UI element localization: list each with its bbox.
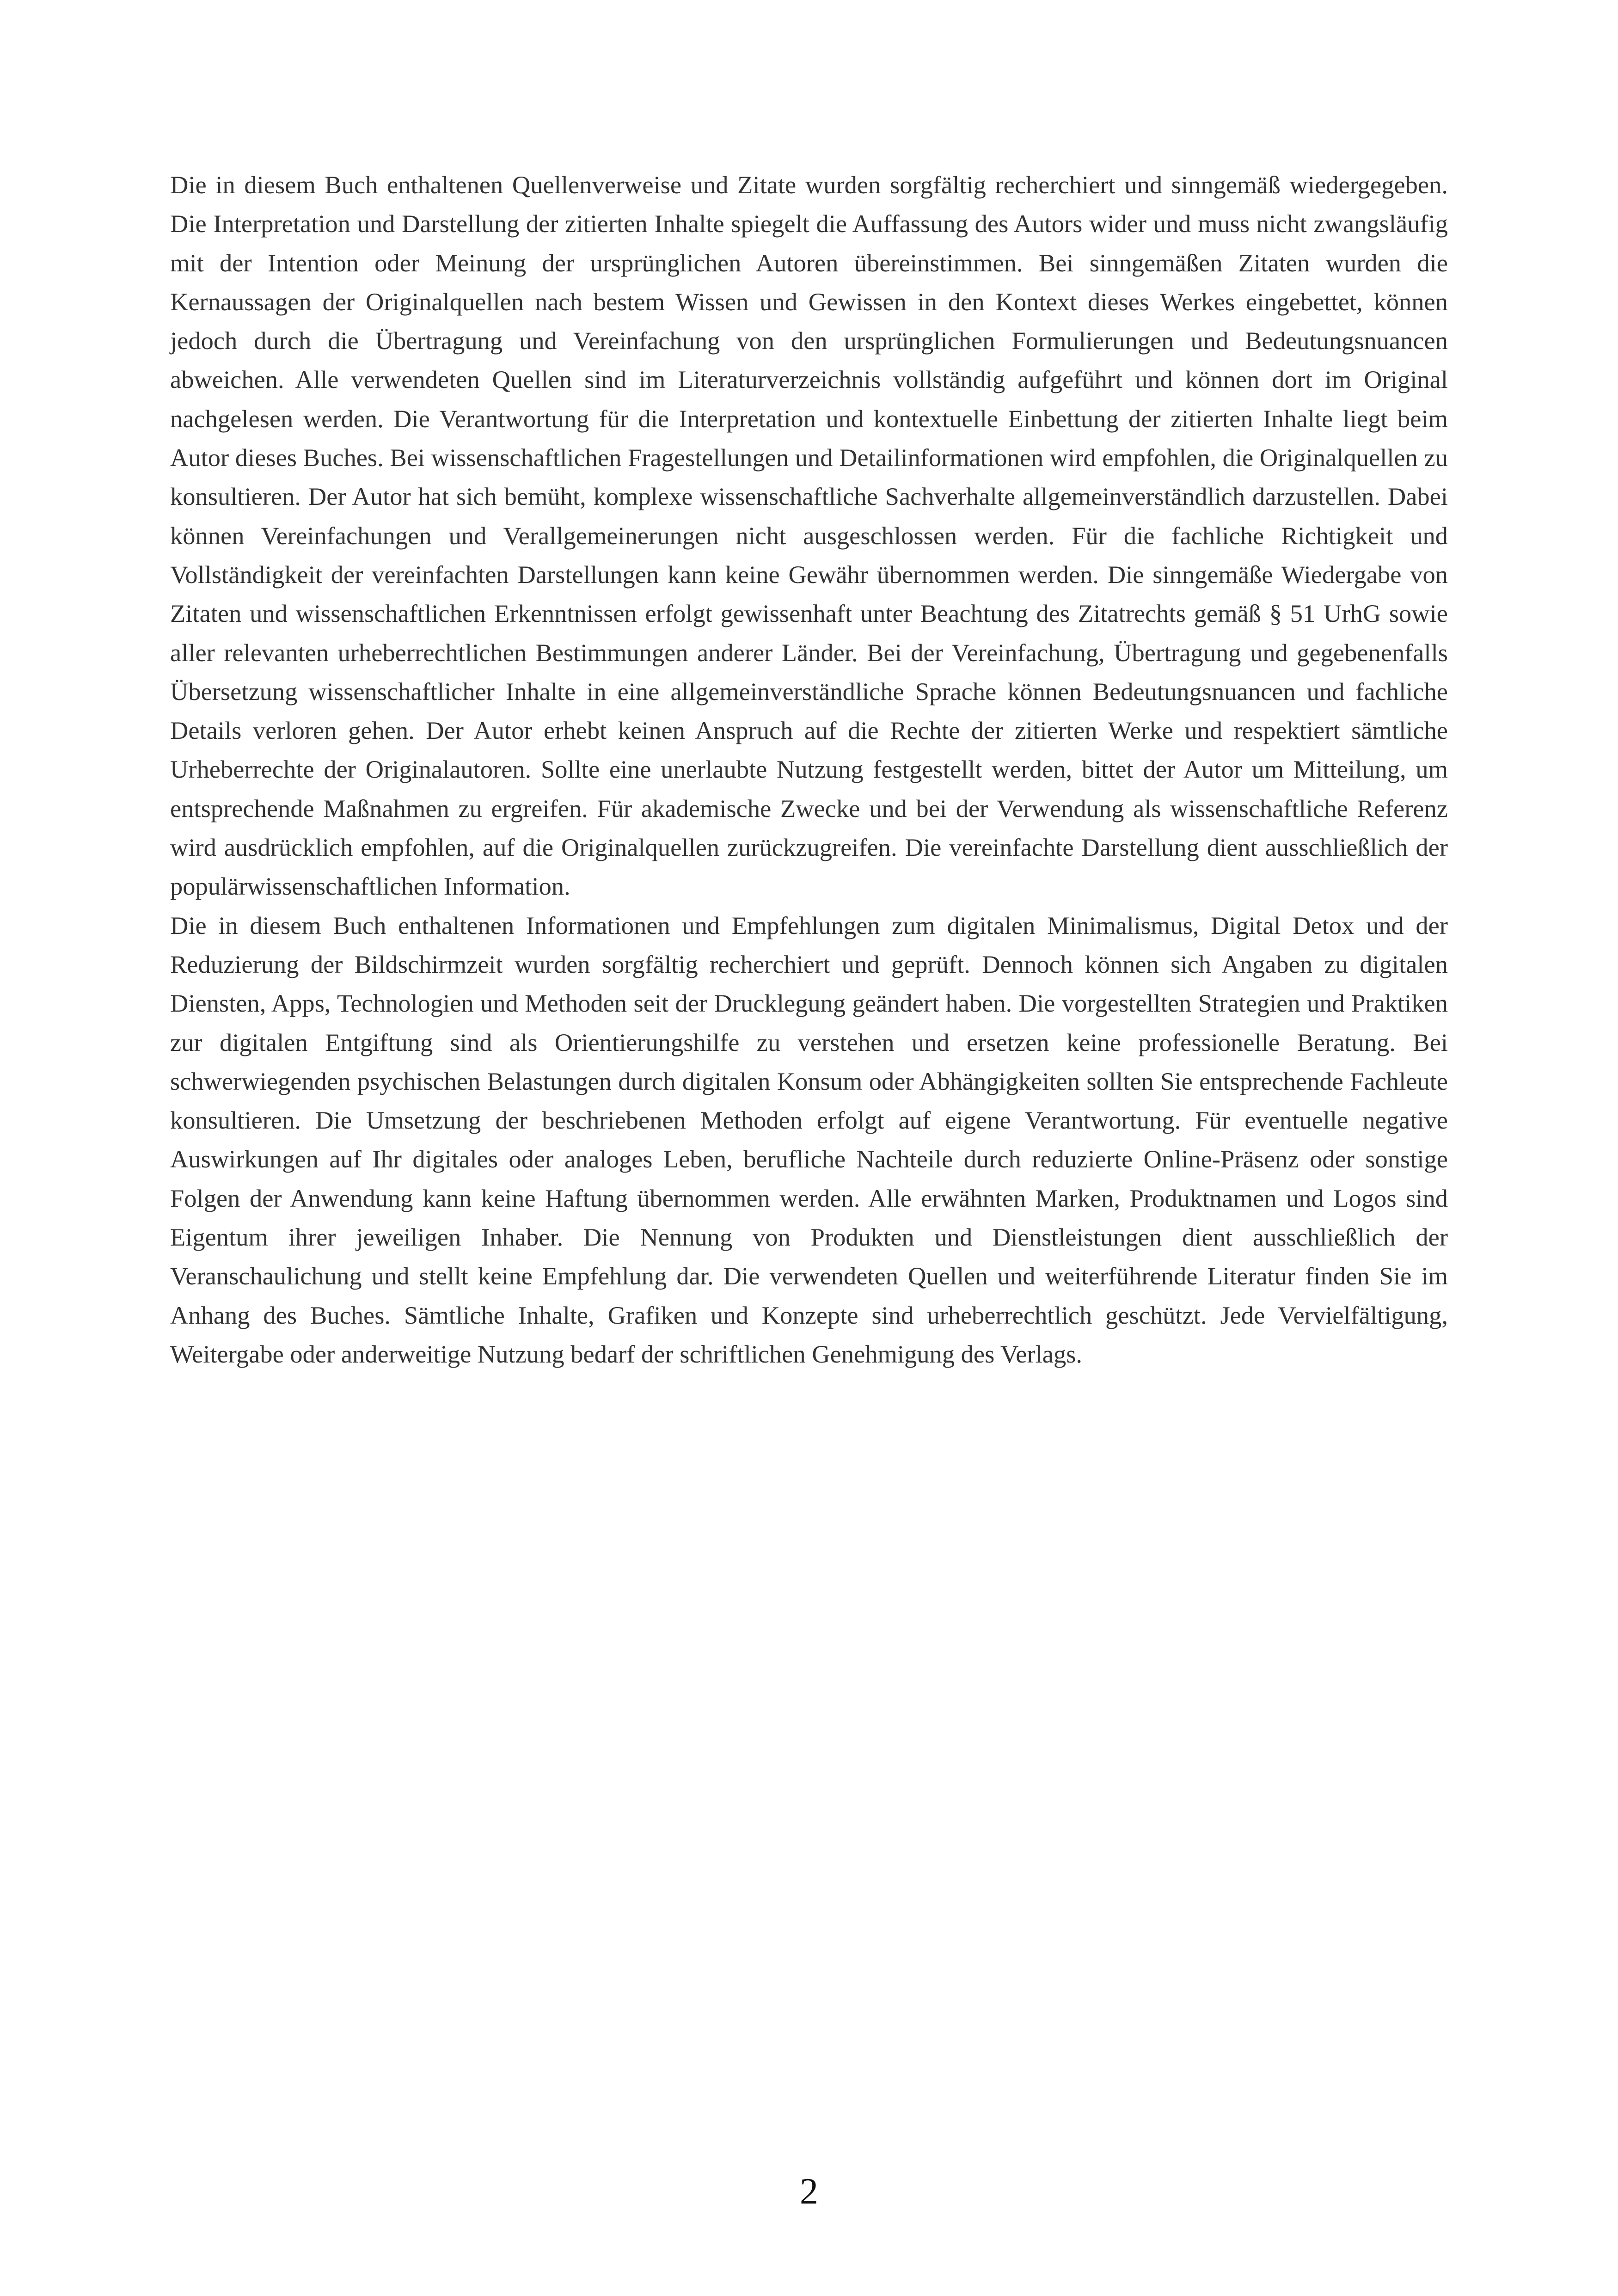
disclaimer-paragraph-citations: Die in diesem Buch enthaltenen Quellenverweise und Zitate wurden sorgfältig recherchiert und sinngemäß wiedergegeben. Die Interpretation und Darstellung der zitierten Inhalte spiegelt die Auffassung des Autors wider und muss nicht zwangsläufig mit der Intention oder Meinung der ursprünglichen Autoren übereinstimmen. Bei sinngemäßen Zitaten wurden die Kernaussagen der Originalquellen nach bestem Wissen und Gewissen in den Kontext dieses Werkes eingebettet, können jedoch durch die Übertragung und Vereinfachung von den ursprünglichen Formulierungen und Bedeutungsnuancen abweichen. Alle verwendeten Quellen sind im Literaturverzeichnis vollständig aufgeführt und können dort im Original nachgelesen werden. Die Verantwortung für die Interpretation und kontextuelle Einbettung der zitierten Inhalte liegt beim Autor dieses Buches. Bei wissenschaftlichen Fragestellungen und Detailinformationen wird empfohlen, die Originalquellen zu konsultieren. Der Autor hat sich bemüht, komplexe wissenschaftliche Sachverhalte allgemeinverständlich darzustellen. Dabei können Vereinfachungen und Verallgemeinerungen nicht ausgeschlossen werden. Für die fachliche Richtigkeit und Vollständigkeit der vereinfachten Darstellungen kann keine Gewähr übernommen werden. Die sinngemäße Wiedergabe von Zitaten und wissenschaftlichen Erkenntnissen erfolgt gewissenhaft unter Beachtung des Zitatrechts gemäß § 51 UrhG sowie aller relevanten urheberrechtlichen Bestimmungen anderer Länder. Bei der Vereinfachung, Übertragung und gegebenenfalls Übersetzung wissenschaftlicher Inhalte in eine allgemeinverständliche Sprache können Bedeutungsnuancen und fachliche Details verloren gehen. Der Autor erhebt keinen Anspruch auf die Rechte der zitierten Werke und respektiert sämtliche Urheberrechte der Originalautoren. Sollte eine unerlaubte Nutzung festgestellt werden, bittet der Autor um Mitteilung, um entsprechende Maßnahmen zu ergreifen. Für akademische Zwecke und bei der Verwendung als wissenschaftliche Referenz wird ausdrücklich empfohlen, auf die Originalquellen zurückzugreifen. Die vereinfachte Darstellung dient ausschließlich der populärwissenschaftlichen Information. <box>170 171 1448 901</box>
page-number: 2 <box>800 2171 818 2212</box>
disclaimer-text-block <box>170 166 1448 1374</box>
disclaimer-paragraph-digital-detox: Die in diesem Buch enthaltenen Informationen und Empfehlungen zum digitalen Minimalismus, Digital Detox und der Reduzierung der Bildschirmzeit wurden sorgfältig recherchiert und geprüft. Dennoch können sich Angaben zu digitalen Diensten, Apps, Technologien und Methoden seit der Drucklegung geändert haben. Die vorgestellten Strategien und Praktiken zur digitalen Entgiftung sind als Orientierungshilfe zu verstehen und ersetzen keine professionelle Beratung. Bei schwerwiegenden psychischen Belastungen durch digitalen Konsum oder Abhängigkeiten sollten Sie entsprechende Fachleute konsultieren. Die Umsetzung der beschriebenen Methoden erfolgt auf eigene Verantwortung. Für eventuelle negative Auswirkungen auf Ihr digitales oder analoges Leben, berufliche Nachteile durch reduzierte Online-Präsenz oder sonstige Folgen der Anwendung kann keine Haftung übernommen werden. Alle erwähnten Marken, Produktnamen und Logos sind Eigentum ihrer jeweiligen Inhaber. Die Nennung von Produkten und Dienstleistungen dient ausschließlich der Veranschaulichung und stellt keine Empfehlung dar. Die verwendeten Quellen und weiterführende Literatur finden Sie im Anhang des Buches. Sämtliche Inhalte, Grafiken und Konzepte sind urheberrechtlich geschützt. Jede Vervielfältigung, Weitergabe oder anderweitige Nutzung bedarf der schriftlichen Genehmigung des Verlags. <box>170 911 1448 1368</box>
